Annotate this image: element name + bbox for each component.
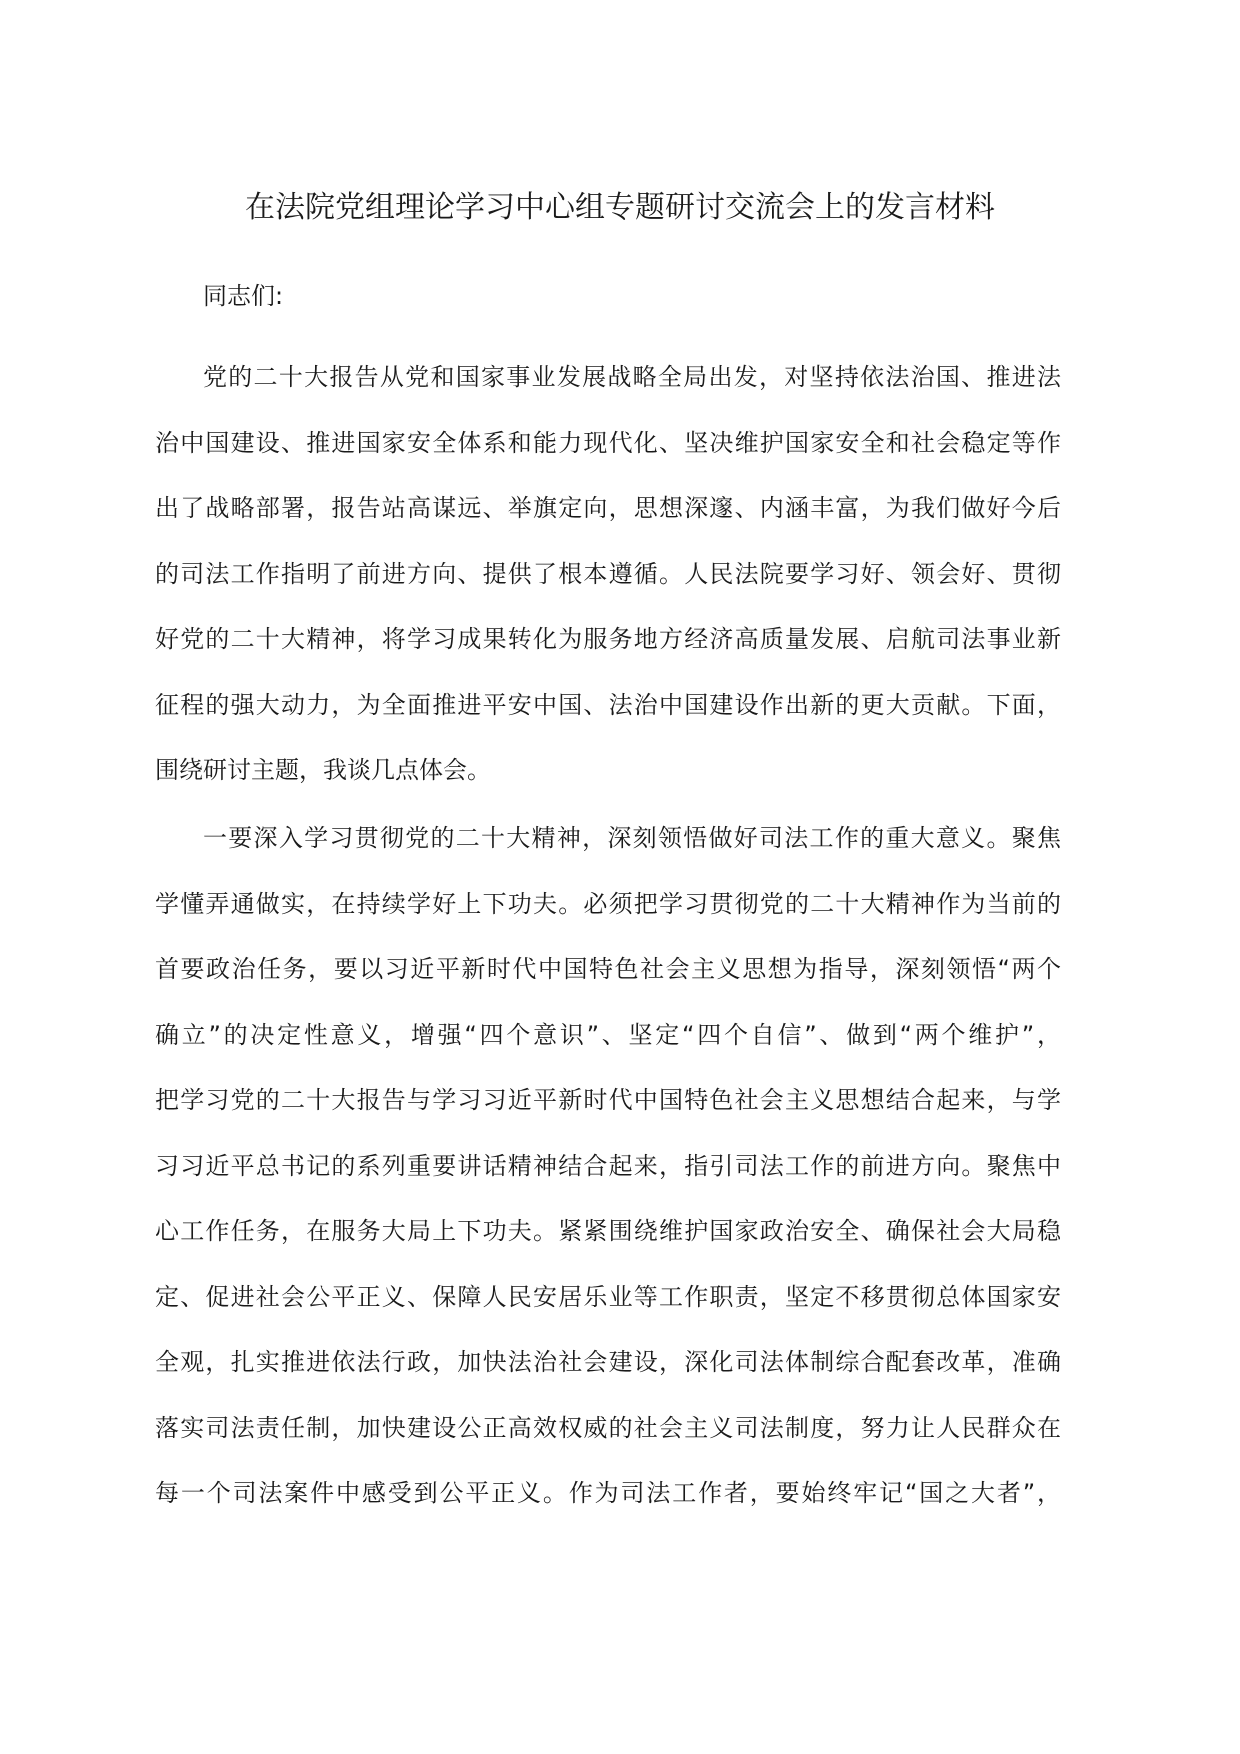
- paragraph-line: 学懂弄通做实，在持续学好上下功夫。必须把学习贯彻党的二十大精神作为当前的: [155, 889, 1061, 918]
- paragraph-line: 习习近平总书记的系列重要讲话精神结合起来，指引司法工作的前进方向。聚焦中: [155, 1151, 1061, 1180]
- paragraph-line: 定、促进社会公平正义、保障人民安居乐业等工作职责，坚定不移贯彻总体国家安: [155, 1282, 1061, 1311]
- paragraph-line: 围绕研讨主题，我谈几点体会。: [155, 756, 491, 784]
- paragraph-line: 党的二十大报告从党和国家事业发展战略全局出发，对坚持依法治国、推进法: [203, 363, 1061, 391]
- paragraph-line: 确立”的决定性意义，增强“四个意识”、坚定“四个自信”、做到“两个维护”，: [155, 1020, 1061, 1049]
- salutation: 同志们:: [203, 282, 284, 310]
- paragraph-intro: [155, 357, 1061, 816]
- paragraph-line: 首要政治任务，要以习近平新时代中国特色社会主义思想为指导，深刻领悟“两个: [155, 955, 1061, 983]
- paragraph-line: 落实司法责任制，加快建设公正高效权威的社会主义司法制度，努力让人民群众在: [155, 1413, 1061, 1442]
- paragraph-line: 好党的二十大精神，将学习成果转化为服务地方经济高质量发展、启航司法事业新: [155, 625, 1061, 653]
- paragraph-line: 的司法工作指明了前进方向、提供了根本遵循。人民法院要学习好、领会好、贯彻: [155, 559, 1061, 588]
- paragraph-line: 治中国建设、推进国家安全体系和能力现代化、坚决维护国家安全和社会稳定等作: [155, 428, 1061, 457]
- document-title: 在法院党组理论学习中心组专题研讨交流会上的发言材料: [245, 190, 995, 225]
- paragraph-line: 每一个司法案件中感受到公平正义。作为司法工作者，要始终牢记“国之大者”，: [155, 1479, 1061, 1507]
- paragraph-line: 一要深入学习贯彻党的二十大精神，深刻领悟做好司法工作的重大意义。聚焦: [203, 824, 1061, 852]
- paragraph-line: 全观，扎实推进依法行政，加快法治社会建设，深化司法体制综合配套改革，准确: [155, 1348, 1061, 1376]
- paragraph-line: 征程的强大动力，为全面推进平安中国、法治中国建设作出新的更大贡献。下面，: [155, 690, 1061, 719]
- paragraph-line: 把学习党的二十大报告与学习习近平新时代中国特色社会主义思想结合起来，与学: [155, 1086, 1061, 1114]
- paragraph-line: 心工作任务，在服务大局上下功夫。紧紧围绕维护国家政治安全、确保社会大局稳: [155, 1217, 1061, 1245]
- paragraph-point-one: [155, 818, 1061, 1539]
- paragraph-line: 出了战略部署，报告站高谋远、举旗定向，思想深邃、内涵丰富，为我们做好今后: [155, 494, 1061, 522]
